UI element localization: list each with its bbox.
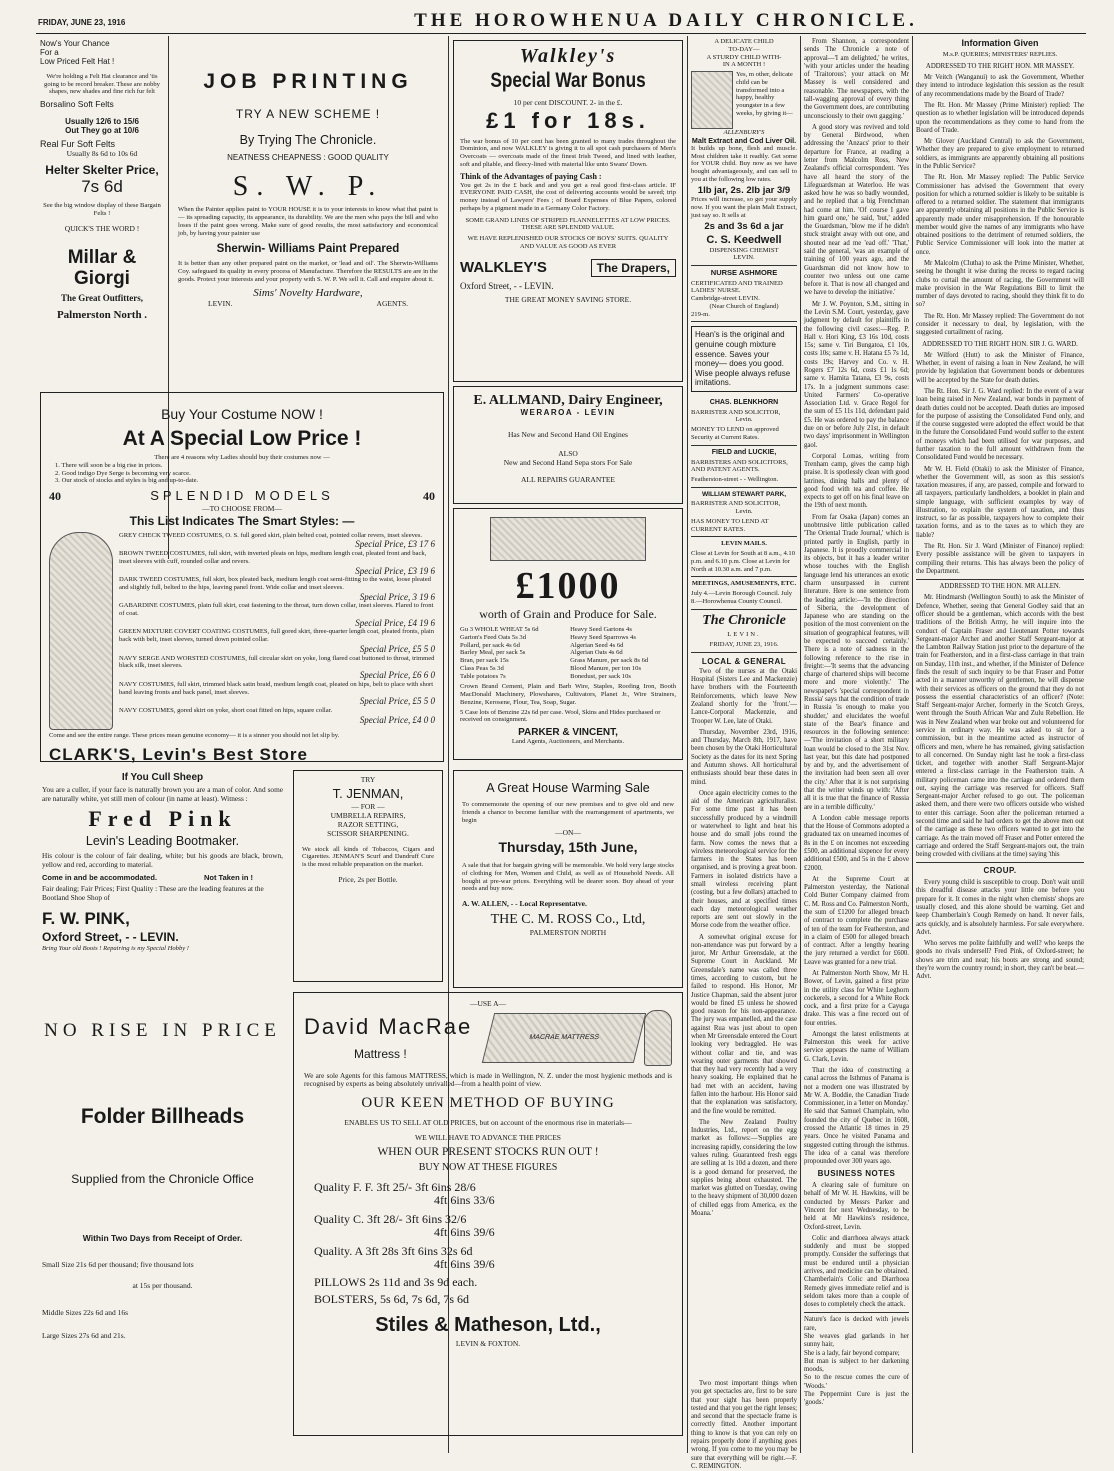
costume-item-6: NAVY COSTUMES, full skirt, trimmed black satin braid, medium length coat, pleated on hips, belt to place with short band leaving fronts and back panel, inset sleeves. Special Price, £5 5 0 [119,680,435,707]
jenman-svc-2: SCISSOR SHARPENING. [327,828,409,838]
walkley-drapers: The Drapers, [591,259,676,277]
nurse-near: (Near Church of England) [709,302,779,310]
jenman-svc-1: RAZOR SETTING, [337,819,399,829]
usually-1b: Out They go at 10/6 [65,125,139,135]
usually-1: Usually 12/6 to 15/6 [65,116,139,126]
meetings-text: July 4.—Levin Borough Council. July 8.—Horowhenua County Council. [691,590,793,605]
col6-p11: Mr. Hindmarsh (Wellington South) to ask the Minister of Defence, Whether, seeing that General Godley said that an officer should be a gentleman, which accords with the best traditions of the British Army, he will inquire into the conduct of Captain Fraser and Lieutenant Potter towards Sergeant-major Archer and another Staff Sergeant-major at the Lambton Railway Station just prior to the departure of the train for Featherston, and in a first-class carriage in that train on Sunday, 11th inst., and whether, if the Minister of Defence finds the result of such inquiry to be that Fraser and Potter acted in a manner unworthy of gentlemen, he will dispense with their services as officers on the ground that they do not possess the essential characteristics of an officer? (Note: Staff Sergeant-major Archer, formerly in the Scotch Greys, went through the South African War and Zulu Rebellion. He was in New Zealand when war broke out and volunteered for service in ordinary way. He was asked to sit for a commission, but in the meantime acted as instructor of officers and men, where he has remained, giving satisfaction to all concerned. On Sunday night last he took a first-class ticket, and together with another Staff Sergeant-Major entered a first-class carriage in the Featherston train. A military policeman came into the carriage and ordered them out, saying the carriage was reserved for officers. Staff Sergeant-major Archer refused to go out. The policeman asked them, and there were two officers outside who wished to enter this carriage. Soon after the policeman returned a second time and said he had orders to get the above men out of the carriage as these two officers wanted to get into the carriage. As the train moved off Fraser and Potter entered the carriage and ordered the Staff Sergeant-majors out, the train being crowded with civilians at the time) saying 'this [916,594,1084,859]
pink-intro: You are a culler, if your face is naturally brown you are a man of color. And some are naturally white, yet still men of colour (in name at least). Witness : [42,785,283,803]
macrae-bolsters: BOLSTERS, 5s 6d, 7s 6d, 7s 6d [314,1291,470,1306]
macrae-use: —USE A— [469,999,507,1008]
walkley-discount: 10 per cent DISCOUNT. 2- in the £. [513,97,623,107]
blenkhorn-money: MONEY TO LEND on approved Security at Current Rates. [691,426,779,442]
local-general [691,668,797,1218]
macrae-pillows: PILLOWS 2s 11d and 3s 9d each. [314,1275,478,1290]
costume-item-5: NAVY SERGE AND WORSTED COSTUMES, full circular skirt on yoke, long flared coat buttoned to throat, trimmed black silk, inset sleeves. Special Price, £6 6 0 [119,654,435,681]
fred-pink: Fred Pink [88,806,237,832]
blenkhorn-name: CHAS. BLENKHORN [709,398,779,406]
poem-line-5: The Peppermint Cure is just the 'goods.' [804,1390,909,1407]
col5-latest: Amongst the latest enlistments at Palmerston this week for active service appears the name of William G. Clark, Levin. [804,1030,909,1063]
col6-croup: Every young child is susceptible to croup. Don't wait until this dreadful disease attacks your little one before you prepare for it. It comes in the night when chemists' shops are usually closed, and this alone should be warning. Get and keep Chamberlain's Cough Remedy on hand. It never fails, acts quickly, and is absolutely harmless. For sale everywhere. Advt. [916,879,1084,936]
col6-p4: The Rt. Hon. Mr Massey replied: The Public Service Commissioner has advised the Government that every position for which a returned soldier is likely to be suitable is offered to a returned soldier. The statement that immigrants are apparently obtaining all positions in the Public Service is apparently made under misapprehension. If the honourable member would give the names of any immigrants who have obtained positions to the detriment of returned soldiers, the Public Service Commissioner will look into the matter at once. [916,174,1084,256]
walkley-lines: SOME GRAND LINES OF STRIPED FLANNELETTES AT LOW PRICES. THESE ARE SPLENDID VALUE. [465,216,671,232]
macrae-name: David MacRae [304,1013,473,1039]
column-5 [804,38,909,1438]
chance-line-2: For a [40,47,59,57]
keedwell-h2: TO-DAY— [728,45,760,53]
mattress-label: MACRAE MATTRESS [528,1034,600,1041]
house-date: Thursday, 15th June, [498,839,638,856]
walkley-replenished: WE HAVE REPLENISHED OUR STOCKS OF BOYS' SUITS. QUALITY AND VALUE AS GOOD AS EVER [467,235,669,250]
grain-crown: Crown Brand Cement, Plain and Barb Wire, Staples, Roofing Iron, Booth MacDonald Machinery, Plowshares, Cultivators, Planet Jr., Wire Strainers, Benzine, Kerosene, Flour, Tea, Soap, Sugar. [460,683,676,706]
plough-illustration [490,517,646,561]
allmand-guaranteed: ALL REPAIRS GUARANTEE [520,474,616,484]
costume-reason-1: 1. There will soon be a big rise in prices. [55,461,163,469]
grain-right-4: Grass Manure, per sack 8s 6d [570,657,649,665]
walkley-think: Think of the Advantages of paying Cash : [460,171,602,181]
costume-price-6: Special Price, £5 5 0 [359,696,435,707]
walkley-think-text: You get 2s in the £ back and and you get a real good first-class article. IF EVERYONE PAID CASH, the cost of delivering accounts would be saved; trip money instead of Lawyers' Fees ; of Board Expenses of Blue Papers, colored perhaps by a pigment made in a Germany Color Factory. [460,181,676,212]
costume-price-2: Special Price, 3 19 6 [359,591,435,602]
local-para-2: Once again electricity comes to the aid of the American agriculturalist. For some time past it has been successfully produced by a windmill or waterwheel to light and heat his house and do small jobs round the farm. Now comes the news that a wireless meteorological service for the farmers in the States has been organised, and is proving a great boon. Farmers in isolated districts have a small wireless receiving plant (costing, but a few dollars) attached to their houses, and at specified times each day meteorological weather reports are sent out slowly in the Morse code from the weather office. [691,789,797,930]
macrae-our: OUR KEEN METHOD OF BUYING [361,1094,615,1111]
parker-agents: Land Agents, Auctioneers, and Merchants. [511,738,625,746]
allmand-name: E. ALLMAND, Dairy Engineer, [473,393,663,408]
swp-text: When the Painter applies paint to YOUR HOUSE it is to your interests to know what that paint is — its spreading capacity, its appearance, its durability. We are the men who pays the bill and who loses if the paint goes wrong. Make sure of good results, the most satisfactory and economical job, by having your painter use [178,206,438,237]
grain-right-3: Algerian Oats 4s 6d [570,649,623,657]
meetings-head: MEETINGS, AMUSEMENTS, ETC. [691,580,797,588]
grain-ad [453,508,683,760]
allmand-also: ALSO [558,448,578,458]
col5-colic: Colic and diarrhoea always attack suddenly and must be stopped promptly. Consider the sufferings that must be endured until a physician arrives, and medicine can be obtained. Chamberlain's Colic and Diarrhoea Remedy gives immediate relief and is seldom takes more than a couple of doses to completely check the attack. [804,1234,909,1309]
grain-left-1: Garton's Feed Oats 5s 3d [460,633,527,641]
addr-ward: ADDRESSED TO THE RIGHT HON. SIR J. G. WARD. [922,340,1078,348]
col5-business: A clearing sale of furniture on behalf of Mr W. H. Hawkins, will be conducted by Messrs Parker and Vincent for next Wednesday, to be held at Mr Hawkins's residence, Oxford-street, Levin. [804,1182,909,1231]
costume-price-5: Special Price, £6 6 0 [359,670,435,681]
keedwell-h4: IN A MONTH ! [722,61,766,69]
field-name: FIELD and LUCKIE, [711,448,777,456]
local-head: LOCAL & GENERAL [701,656,787,666]
costume-item-7: NAVY COSTUMES, gored skirt on yoke, short coat fitted on hips, square collar. Special Price, £4 0 0 [119,706,435,725]
macrae-when: WHEN OUR PRESENT STOCKS RUN OUT ! [377,1145,599,1158]
grain-left-2: Pollard, per sack 4s 6d [460,641,520,649]
jenman-body: We stock all kinds of Tobaccos, Cigars and Cigarettes. JENMAN'S Scurf and Dandruff Cure is the most reliable preparation on the market. [302,845,434,869]
nurse-cert: CERTIFICATED AND TRAINED LADIES' NURSE. [691,279,783,295]
keedwell-prices-text: Prices will increase, so get your supply now. If you want the plain Malt Extract, just say so. It sells at [691,196,797,219]
costume-price-7: Special Price, £4 0 0 [359,714,435,725]
grain-left-3: Barley Meal, per sack 5s [460,649,526,657]
pink-fw: F. W. PINK, [42,909,130,929]
lady-illustration [49,532,113,730]
splendid-num-2: 40 [422,489,435,504]
keedwell-name: C. S. Keedwell [706,234,782,247]
sims-levin: LEVIN. [208,298,233,308]
macrae-mattress: Mattress ! [354,1046,407,1061]
palmerston-north: Palmerston North . [56,309,148,322]
costume-item-2: DARK TWEED COSTUMES, full skirt, box pleated back, medium length coat semi-fitting to the waist, loose pleated and slightly full, belted to the hips, leaving panel front. Wide collar and inset sleeves. Special Price, 3 19 6 [119,576,435,602]
grain-left-4: Bran, per sack 15s [460,657,509,665]
meetings [691,577,797,609]
house-ross: THE C. M. ROSS Co., Ltd, [490,912,646,928]
col5-shannon: From Shannon, a correspondent sends The Chronicle a note of approval—'I am delighted,' he writes, 'with your articles under the heading of 'Traitorous'; your attack on Mr Massey is well considered and reasonable. The newspapers, with the tall-wagging approval of every thing the Government does, are contributing unconsciously to their own gagging.' [804,38,909,120]
job-title: JOB PRINTING [203,70,413,93]
poem-line-2: She is a lady, fair beyond compare; [804,1349,900,1357]
quicks: QUICK'S THE WORD ! [64,223,140,233]
info-sub: M.s.P. QUERIES; MINISTERS' REPLIES. [942,51,1058,59]
price-7s6d: 7s 6d [81,177,123,197]
jenman-svc-0: UMBRELLA REPAIRS, [330,810,406,820]
costume-buy: Buy Your Costume NOW ! [161,406,323,422]
blenkhorn-card [691,396,797,446]
col5-lomas: Corporal Lomas, writing from Trenham camp, gives the camp high praise. It is spotlessly clean with good latrines, dining halls and plenty of good food with tea and coffee. He expects to get off on his final leave on the 19th of next month. [804,452,909,510]
costume-item-4: GREEN MIXTURE COVERT COATING COSTUMES, full gored skirt, three-quarter length coat, pleated fronts, plain back with belt, inset sleeves, turned down pointed collar. Special Price, £5 5 0 [119,628,435,655]
job-printing-ad [172,40,444,380]
croup-head: CROUP. [983,866,1017,876]
house-intro: To commemorate the opening of our new premises and to give old and new friends a chance to become familiar with the rearrangement of apartments, we begin [462,801,674,824]
allmand-separators: New and Second Hand Sepa stors For Sale [503,457,633,467]
sherwin: Sherwin- Williams Paint Prepared [216,243,400,256]
small-size: Small Size 21s 6d per thousand; five thousand lots [42,1259,194,1269]
sherwin-text: It is better than any other prepared paint on the market, or 'lead and oil'. The Sherwin-Williams Coy. safeguard its quality in every process of Manufacture. Therefore the RESULTS are are in the goods. Protect your interests and your property with S. W. P. We sell it. Call and enquire about it. [178,260,438,283]
pink-colour: His colour is the colour of fair dealing, white; but his goods are black, brown, yellow and red, according to material. [42,851,283,869]
remington-text: Two most important things when you get spectacles are, first to be sure that your sight has been properly tested and that you get the right lenses; and second that the spectacle frame is correctly fitted. Another important thing to know is that you can rely on repairs properly done if anything goes wrong. If you come to me you may be sure that everything will be right.—F. C. REMINGTON. [691,1380,797,1470]
grain-amount: £1000 [515,565,621,607]
walkley-name: Walkley's [519,45,617,67]
keedwell-price2: 2s and 3s 6d a jar [704,220,784,232]
mother-child-illustration [691,71,733,129]
poem-line-0: Nature's face is decked with jewels rare, [804,1316,909,1332]
chronicle-print-ad [40,992,285,1432]
splendid-models: SPLENDID MODELS [150,488,334,504]
macrae-q1: Quality F. F. 3ft 25/- 3ft 6ins 28/6 [314,1179,476,1194]
grain-case: 5 Case lots of Benzine 22s 6d per case. Wool, Skins and Hides purchased or received on consignment. [460,708,661,724]
clarks-costume-ad [40,392,444,765]
info-head: Information Given [961,38,1039,48]
house-allen: A. W. ALLEN, - - Local Representatve. [462,899,587,909]
job-try: TRY A NEW SCHEME ! [235,106,381,121]
house-palm: PALMERSTON NORTH [529,927,607,937]
grain-right-5: Blood Manure, per ton 10s [570,664,642,672]
page-header [36,8,1086,34]
splendid-num: 40 [49,489,61,504]
pink-not: Not Taken in ! [203,873,253,883]
macrae-buy: BUY NOW AT THESE FIGURES [418,1161,558,1173]
macrae-q3b: 4ft 6ins 39/6 [434,1257,495,1272]
local-para-0: Two of the nurses at the Otaki Hospital (Sisters Lee and Mackenzie) have brothers with the Fourteenth Reinforcements, which leave New Zealand shortly for the 'front.'—Lance-Corporal Mackenzie, and Trooper W. Lee, late of Otaki. [691,667,797,725]
costume-at: At A Special Low Price ! [122,426,362,450]
local-para-3: A somewhat original excuse for non-attendance was put forward by a juror, Mr Arthur Greensdale, at the Supreme Court in Auckland. Mr Greensdale's name was called three times, according to custom, but he failed to respond. His Honor, Mr Justice Chapman, said the absent juror would be fined £5 unless he showed good reason for his non-appearance. The jury was empanelled, and the case against Rua was just about to open when Mr Greensdale entered the Court looking very bedraggled. He was without collar and tie, and was wearing outer garments that showed that they had very recently had a very heavy soaking. He explained that he had met with an accident, having fallen into the harbour. His Honor said that the explanation was satisfactory, and the fine would be remitted. [691,933,797,1115]
job-by: By Trying The Chronicle. [239,132,377,147]
col5-panama: That the idea of constructing a canal across the Isthmus of Panama is not a modern one was illustrated by Mr W. A. Boddie, the Canadian Trade Commissioner, in a 'letter on Monday.' He said that Samuel Champlain, who founded the city of Quebec in 1608, crossed the Atlantic 18 times in 29 years. Once he visited Panama and suggested cutting through the isthmus. The idea of a canal was therefore propounded over 300 years ago. [804,1067,909,1166]
grain-right-2: Algerian Seed 4s 6d [570,641,624,649]
poem-line-3: But man is subject to her darkening moods, [804,1357,909,1374]
usually-2: Usually 8s 6d to 10s 6d [66,148,138,158]
field-place: Featherston-street - - Wellington. [691,476,779,484]
col6-pink-ad: Who serves me polite faithfully and well? who keeps the goods no rivals undersell? Fred Pink, of Oxford-street; he shows are trim and neat; his boots are strong and sound; they're worn the country round; in short, they can't be beat.—Advt. [916,940,1084,981]
house-on: —ON— [555,828,581,838]
col6-p2: The Rt. Hon. Mr Massey (Prime Minister) replied: The question as to whether legislation will be introduced depends upon the recommendations as they come to hand from the Board of Trade. [916,101,1084,134]
costume-reason-3: 3. Our stock of stocks and styles is big and up-to-date. [55,477,199,485]
costume-reasons-intro: There are 4 reasons why Ladies should buy their costumes now — [154,454,330,462]
allmand-has: Has New and Second Hand Oil Engines [508,429,628,439]
grain-right-0: Heavy Seed Gartons 4s [570,625,632,633]
house-body: A sale that that for bargain giving will be memorable. We hold very large stocks of clothing for Men, Women and Child, as well as of Household Needs. All bought at pre-war prices. Everything will be dearer soon. Buy ahead of your needs and buy now. [462,861,674,893]
col6-p7: Mr Wilford (Hutt) to ask the Minister of Finance, Whether, in event of raising a loan in New Zealand, he will provide by legislation that Government bonds or debentures will be accepted by the State for death duties. [916,351,1084,384]
grain-right-6: Bonedust, per sack 10s [570,672,631,680]
field-role: BARRISTERS AND SOLICITORS, AND PATENT AGENTS. [691,458,788,474]
costume-price-1: Special Price, £3 19 6 [355,565,435,576]
grain-right-1: Heavy Seed Sparrows 4s [570,633,636,641]
grain-worth: worth of Grain and Produce for Sale. [479,606,657,621]
keedwell-h1: A DELICATE CHILD [714,38,774,45]
no-rise: NO RISE IN PRICE [44,1020,281,1041]
local-para-1: Thursday, November 23rd, 1916, and Thursday, March 8th, 1917, have been chosen by the Otaki Horticultural Society as the dates for its next Spring and Autumn shows. All horticultural enthusiasts should bear these dates in mind. [691,728,797,786]
stiles-matheson: Stiles & Matheson, Ltd., [375,1314,601,1337]
poem-line-1: She weaves glad garlands in her sunny hair, [804,1332,909,1349]
chronicle-place: LEVIN. [727,631,761,639]
nurse-ashmore [691,266,797,322]
chronicle-date: FRIDAY, JUNE 23, 1916. [709,641,779,649]
addr-massey: ADDRESSED TO THE RIGHT HON. MR MASSEY. [925,62,1075,70]
costume-price-4: Special Price, £5 5 0 [359,644,435,655]
mattress-illustration [482,1013,646,1063]
park-role: BARRISTER AND SOLICITOR, [691,500,781,508]
helter-skelter: Helter Skelter Price, [45,162,159,177]
macrae-q2: Quality C. 3ft 28/- 3ft 6ins 32/6 [314,1211,467,1226]
col6-p3: Mr Glover (Auckland Central) to ask the Government, Whether they are prepared to give employment to returned soldiers, as immigrants are apparently obtaining all positions in the Public Service? [916,138,1084,170]
walkley-saving: THE GREAT MONEY SAVING STORE. [504,294,632,304]
keedwell-h3: A STURDY CHILD WITH- [706,53,782,61]
costume-come: Come and see the entire range. These prices mean genuine economy— it is a sinner you should not let slip by. [49,731,340,739]
park-name: WILLIAM STEWART PARK, [701,490,787,498]
col5-poynton: Mr J. W. Poynton, S.M., sitting in the Levin S.M. Court, yesterday, gave judgment by default for plaintiffs in the following civil cases:—Reg. P. Hall v. Hori King, £3 16s 10d, costs 15s; same v. Tiri Bungatoa, £1 10s, costs 10s; same v. H. Hatana £5 7s 1d, costs 19s; Harvey and Co. v. H. Rogers £7 12s 6d, costs £1 1s 6d; same v. Hamita Tatana, £3 9s, costs 17s. In a judgment summons case: United Farmers' Co-operative Association Ltd. v. Grace Regol for the sum of £5 11s 11d, defendant paid £5. He was ordered to pay the balance due on or before July 21st, in default two days' imprisonment in Wellington gaol. [804,300,909,449]
macrae-q3: Quality. A 3ft 28s 3ft 6ins 32s 6d [314,1243,473,1258]
within: Within Two Days from Receipt of Order. [82,1233,243,1244]
house-title: A Great House Warming Sale [486,781,650,795]
grain-left-0: Gu 3 WHOLE WHEAT 5s 6d [460,625,539,633]
col5-story: A good story was revived and told by General Birdwood, when addressing the 'Anzacs' prior to their departure for France, at reading a letter from Malcolm Ross, New Zealand's official correspondent. 'Yes have all heard the story of the Lifeguardsman at Waterloo. He was asked how he was so badly wounded, and he replied that a big Frenchman had come at him. 'Of course I gave him guard one,' he said, 'but,' added the Guardsman, 'blow me if he didn't stuck straight away with out one, and shouted near ad me 'ead off.' 'That,' said the general, 'was an example of training of 100 years ago, and the Guardsman did not know how to counter two unless out one came before it. That is now all changed and we have to develop the initiative.' [804,123,909,297]
borsalino: Borsalino Soft Felts [40,99,114,110]
keedwell-allenburys: ALLENBURY'S [723,129,765,137]
clarks-name: CLARK'S, Levin's Best Store [49,745,308,765]
walkley-ad [453,40,683,382]
hean-ad [691,326,797,392]
macrae-sole: We are sole Agents for this famous MATTRESS, which is made in Wellington, N. Z. under the most hygienic methods and is recognised by experts as being absolutely unrivalled—from a health point of view. [304,1072,672,1089]
costume-choose: —TO CHOOSE FROM— [202,504,282,514]
grain-left-5: Class Peas 5s 3d [460,664,504,672]
large-size: Large Sizes 27s 6d and 21s. [42,1330,126,1340]
parker-vincent: PARKER & VINCENT, [518,727,618,739]
house-warming-ad [453,770,683,988]
park-card [691,488,797,537]
job-neat: NEATNESS CHEAPNESS : GOOD QUALITY [227,152,389,162]
pink-leading: Levin's Leading Bootmaker. [85,834,240,849]
col5-osaka: From far Osaka (Japan) comes an unobtrusive little publication called 'The Oriental Trade Journal,' which is printed partly in English, partly in Japanese. It is proudly commercial in its objects, but it has a leader writer whose touches with the English language lend his utterances an exotic charm unsurpassed in current literature. Here is one sentence from the leading article:—'In the direction of Siberia, the development of Japanese who are standing on the position of the most convenient on the situation of geographical features, will be expected to succeed certainly.' There is a note of sadness in the following reference to the rise in freight:—'It seems that the advancing charge of chartered ships will become more and more violently.' The newspaper's 'special correspondent in Russia' says that the condition of trade in Russia 'is enough to make you shudder,' and elucidates the woeful state of the Bear's finance and resources in the following sentence:—'The invitation of a short military loan would be closed to the 31st Nov. last year, but this date had postponed by and by, and the advertisement of the invitation had been seen all over the city.' After that it is not surprising that the writer winds up with: 'After all it is true that the finance of Russia are in a terrible difficulty.' [804,513,909,811]
folder-billheads: Folder Billheads [80,1105,245,1129]
jenman-name: T. JENMAN, [332,786,404,801]
swp-title: S. W. P. [232,170,384,202]
nurse-addr: Cambridge-street LEVIN. [691,295,760,303]
macrae-enables: ENABLES US TO SELL AT OLD PRICES, but on account of the enormous rise in materials— [344,1117,632,1127]
col6-p9: Mr W. H. Field (Otaki) to ask the Minister of Finance, whether the Government will, as soon as this session's taxation measures, if any, are passed, compile and forward to all taxpayers, particularly landholders, a booklet in plain and simple language, with sufficient examples by way of illustration, to explain the system of taxation, and thus instruct, so far as possible, taxpayers how to complete their taxation forms, and as to the taxes as to which they are liable? [916,465,1084,539]
costume-item-1: BROWN TWEED COSTUMES, full skirt, with inverted pleats on hips, medium length coat, pleated front and back, inset sleeves with cuff, rounded collar and revers. Special Price, £3 19 6 [119,550,435,576]
col6-p1: Mr Veitch (Wanganui) to ask the Government, Whether they intend to introduce legislation this session as the result of any recommendations made by the Board of Trade? [916,74,1084,98]
pink-oxford: Oxford Street, - - LEVIN. [42,929,179,944]
pink-come: Come in and be accommodated. [42,873,158,883]
col5-palm: At Palmerston North Show, Mr H. Bower, of Levin, gained a first prize in the utility class for White Leghorn cockerels, a second for a White Rock cock, and a first prize for a Cayuga drake. This was a fine record out of four entries. [804,969,909,1027]
hean-text: Hean's is the original and genuine cough mixture essence. Saves your money— does you good. Wise people always refuse imitations. [695,330,791,388]
allmand-ad [453,386,683,504]
fred-pink-ad [40,770,285,988]
keedwell-ad [691,38,797,266]
col6-p8: The Rt. Hon. Sir J. G. Ward replied: In the event of a war loan being raised in New Zealand, war bonds in payment of death duties could not be accepted. Death duties are imposed for the purpose of assisting the Consolidated Fund only, and if the course suggested were adopted the effect would be that in the future the Consolidated Fund would suffer to the extent of moneys which had been utilised for war purposes, and further taxation to the full amount withdrawn from the Consolidated Fund would be necessary. [916,387,1084,462]
chronicle-name: The Chronicle [702,612,786,628]
middle-size: Middle Sizes 22s 6d and 16s [42,1307,129,1317]
costume-price-3: Special Price, £4 19 6 [355,617,435,628]
poem-line-4: So to the rescue comes the cure of 'Woods.' [804,1374,909,1390]
park-money: HAS MONEY TO LEND AT CURRENT RATES. [691,517,769,533]
column-6 [916,38,1084,1438]
remington-ad [691,1380,797,1470]
pink-bring: Bring Your old Boots ! Repairing is my Special Hobby ! [42,944,190,952]
grain-left-6: Table potatoes 7s [460,672,506,680]
col6-p5: Mr Malcolm (Clutha) to ask the Prime Minister, Whether, seeing he thought it wise during the recess to regard racing clubs to curtail the amount of racing, the Government will make provision in the War Regulations Bill to limit the number of days devoted to racing, should they think fit to do so? [916,260,1084,309]
keedwell-prices: 1lb jar, 2s. 2lb jar 3/9 [697,184,791,196]
costume-list: This List Indicates The Smart Styles: — [129,514,355,529]
local-para-4: The New Zealand Poultry Industries, Ltd., report on the egg market as follows:—'Supplies are increasing rapidly, considering the low values ruling. Guaranteed fresh eggs are selling at 1s 10d a dozen, and there is a good demand for preserved, the supplies being about exhausted. The market was glutted on Tuesday, owing to the heavy shipment of 30,000 dozen of chilled eggs from America, ex the Moana.' [691,1118,797,1217]
keedwell-malt: Malt Extract and Cod Liver Oil. [691,135,797,145]
woods-poem [804,1316,909,1407]
felt-hat-text: We're holding a Felt Hat clearance and 'tis going to be record breaker. These are nobby shapes, new shades and fine rich fur felt [44,72,160,96]
masthead: THE HOROWHENUA DAILY CHRONICLE. [414,10,918,31]
mails-text: Close at Levin for South at 8 a.m., 4.10 p.m. and 6.10 p.m. Close at Levin for North at 10.30 a.m. and 7 p.m. [691,550,796,573]
macrae-levin: LEVIN & FOXTON. [455,1338,521,1348]
jenman-price: Price, 2s per Bottle. [338,874,398,884]
nurse-tel: 219-m. [691,310,710,318]
column-4 [691,38,797,1438]
costume-item-3: GABARDINE COSTUMES, plain full skirt, coat fastening to the throat, turn down collar, inset sleeves. Flared to front of coat. Special Price, £4 19 6 [119,602,435,628]
keedwell-dispensing: DISPENSING CHEMIST [709,246,779,254]
window-note: See the big window display of these Bargain Felts ! [43,202,161,217]
costume-item-0: GREY CHECK TWEED COSTUMES, O. S. full gored skirt, plain belted coat, pointed collar revers, inset sleeves. Special Price, £3 17 6 [119,531,435,550]
allmand-place: WERAROA - LEVIN [520,407,616,417]
header-date: FRIDAY, JUNE 23, 1916 [38,18,126,27]
walkleys: WALKLEY'S [460,259,547,277]
jenman-ad [293,770,443,982]
walkley-special: Special War Bonus [490,69,646,93]
jenman-for: — FOR — [351,801,385,811]
col5-supreme: At the Supreme Court at Palmerston yesterday, the National Cold Butter Company claimed from C. M. Ross and Co. Palmerston North, the sum of £1200 for alleged breach of contract to complete the purchase of ten of the team for Featherston, and in a claim of £500 for alleged breach of contract. After a lengthy hearing the jury returned a verdict for £600. Leave was granted for a new trial. [804,875,909,966]
millar-giorgi: Millar & Giorgi [67,246,137,289]
field-luckie-card [691,446,797,488]
great-outfitters: The Great Outfitters, [60,293,144,304]
keedwell-body: Yes, m other, delicate child can be transformed into a happy, healthy youngster in a few weeks, by giving it— [736,71,793,117]
supplied: Supplied from the Chronicle Office [71,1171,254,1186]
at-15s: at 15s per thousand. [132,1280,193,1290]
man-illustration [644,1010,672,1066]
sims-agents: AGENTS. [376,298,408,308]
chronicle-masthead-small [691,610,797,653]
sims: Sims' Novelty Hardware, [253,286,363,299]
col6-p10: The Rt. Hon. Sir J. Ward (Minister of Finance) replied: Every possible assistance will be given to taxpayers in compiling their returns. This has always been the policy of the Department. [916,543,1084,575]
pink-head: If You Cull Sheep [121,772,204,783]
costume-reason-2: 2. Good indigo Dye Serge is becoming very scarce. [55,469,191,477]
col5-london: A London cable message reports that the House of Commons adopted a graduated tax on unearned incomes of 8s in the £ on incomes not exceeding £500, an additional sixpence for every additional £500, and 5s in the £ above £2000. [804,814,909,872]
walkley-oxford: Oxford Street, - - LEVIN. [460,280,554,291]
macrae-advance: WE WILL HAVE TO ADVANCE THE PRICES [415,1132,561,1142]
walkley-body: The war bonus of 10 per cent has been granted to many trades throughout the Dominion, and now WALKLEY is giving it to all spot cash purchasers of Men's Overcoats — overcoats made of the finest Irish Tweed, and lined with leather, soft and pliable, and fleecy-lined with material like unto Swans' Down. [460,137,676,168]
mails-head: LEVIN MAILS. [721,540,767,548]
millar-giorgi-ad [40,40,164,380]
chance-line-3: Low Priced Felt Hat ! [40,56,115,66]
macrae-q1b: 4ft 6ins 33/6 [434,1193,495,1208]
chance-line-1: Now's Your Chance [40,39,110,48]
col6-p6: The Rt. Hon. Mr Massey replied: The Government do not consider it necessary to deal, by legislation, with the suggested curtailment of racing. [916,312,1084,337]
real-fur: Real Fur Soft Felts [40,138,116,149]
levin-mails [691,537,797,577]
keedwell-levin: LEVIN. [733,254,755,262]
addr-allen: ADDRESSED TO THE HON. MR ALLEN. [939,583,1061,591]
costume-price-0: Special Price, £3 17 6 [355,539,435,550]
macrae-q2b: 4ft 6ins 39/6 [434,1225,495,1240]
nurse-head: NURSE ASHMORE [710,268,778,278]
business-head: BUSINESS NOTES [817,1169,896,1179]
macrae-mattress-ad [293,992,683,1436]
pink-fair: Fair dealing; Fair Prices; First Quality : These are the leading features at the Bootland Shoe Shop of [42,884,264,902]
blenkhorn-place: Levin. [735,416,753,424]
park-place: Levin. [735,508,753,516]
keedwell-malt-text: It builds up bone, flesh and muscle. Most children take it readily. Get some for YOUR child. Buy now as we have bought advantageously, and can sell to you at the following low rates. [691,144,797,183]
blenkhorn-role: BARRISTER AND SOLICITOR, [691,408,781,416]
jenman-try: TRY [360,775,376,784]
walkley-for18s: £1 for 18s. [486,107,650,133]
